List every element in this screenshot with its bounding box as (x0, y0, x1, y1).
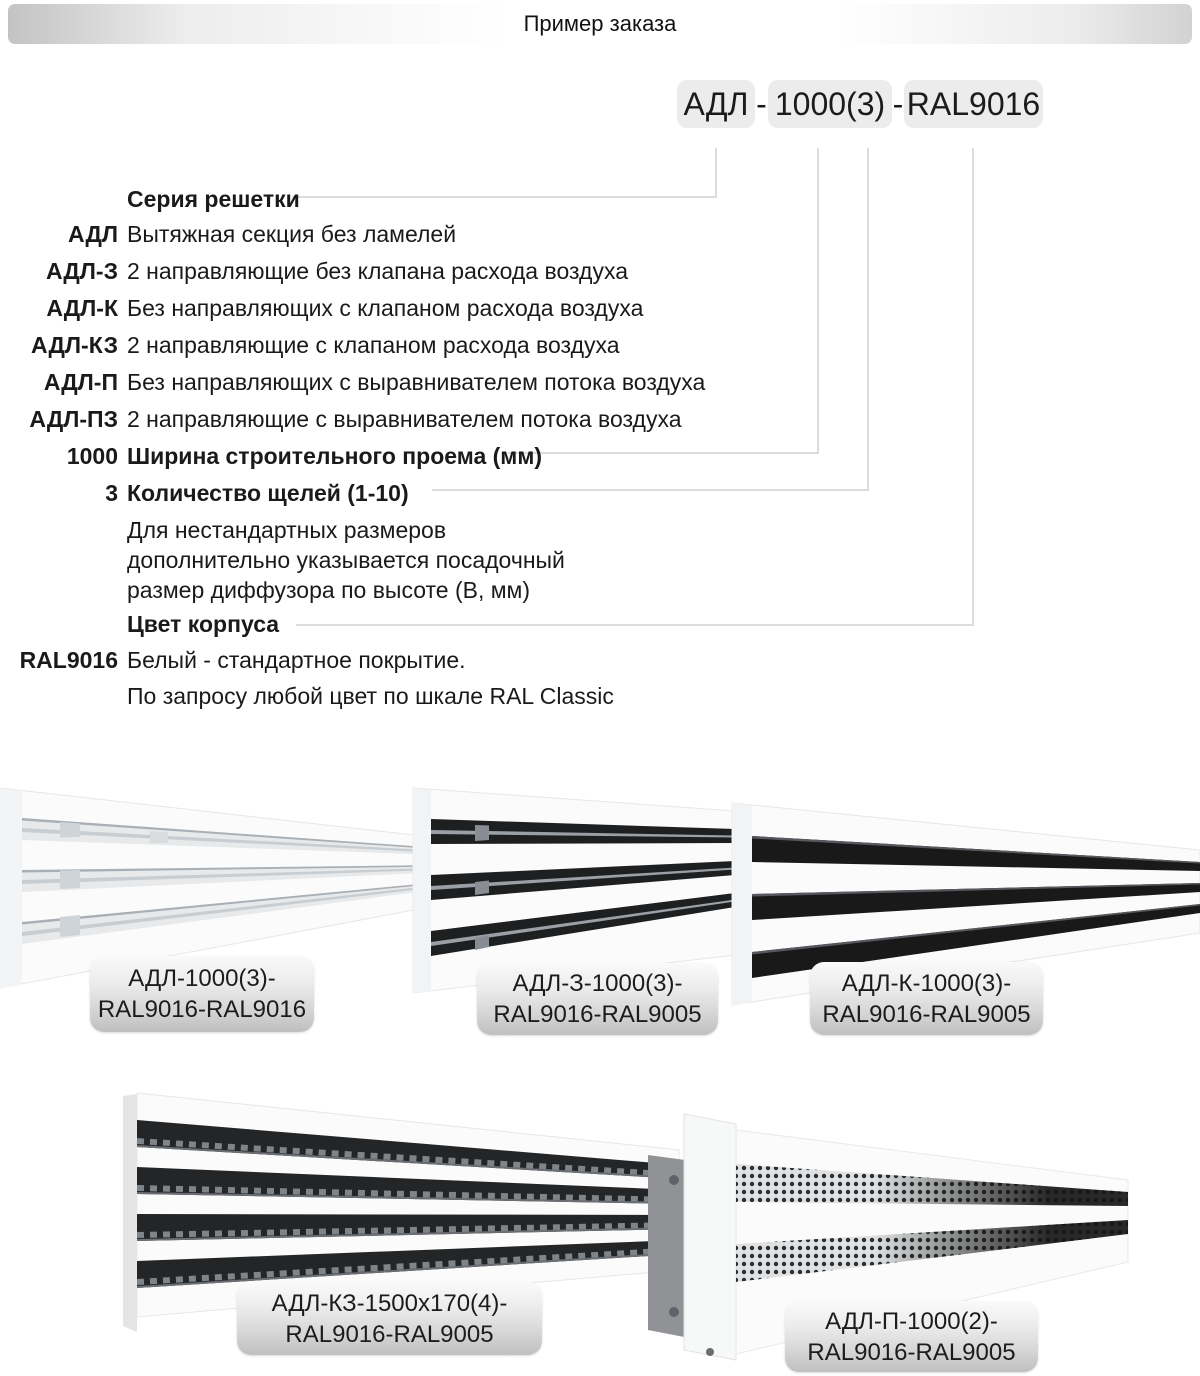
order-code-part-series (677, 80, 755, 128)
series-row-adl (0, 221, 1200, 247)
order-code-part-color (904, 80, 1043, 128)
product-label-line2: RAL9016-RAL9005 (807, 1338, 1016, 1366)
series-description: Без направляющих с выравнивателем потока воздуха (127, 369, 706, 395)
slots-code: 3 (105, 480, 118, 506)
series-row-adl-k (0, 295, 1200, 321)
color-row (0, 647, 1200, 673)
width-code: 1000 (66, 443, 118, 469)
color-description-1: Белый - стандартное покрытие. (127, 647, 466, 673)
product-label-line1: АДЛ-К-1000(3)- (841, 969, 1012, 997)
product-label-line1: АДЛ-П-1000(2)- (825, 1307, 998, 1335)
series-code: АДЛ-КЗ (31, 332, 118, 358)
product-label-adl-p (785, 1301, 1038, 1372)
note-line-2: дополнительно указывается посадочный (127, 547, 565, 573)
screw-icon (669, 1307, 679, 1317)
order-code-color-text: RAL9016 (906, 85, 1041, 122)
series-code: АДЛ-К (46, 295, 118, 321)
series-description: 2 направляющие с клапаном расхода воздуха (127, 332, 620, 358)
series-description: Вытяжная секция без ламелей (127, 221, 457, 247)
product-label-line1: АДЛ-КЗ-1500х170(4)- (271, 1289, 508, 1317)
series-row-adl-kz (0, 332, 1200, 358)
product-label-line2: RAL9016-RAL9016 (97, 996, 307, 1023)
connector-horizontal-color (296, 624, 974, 626)
note-line-1: Для нестандартных размеров (127, 517, 447, 543)
series-code: АДЛ-З (45, 258, 118, 284)
page-title: Пример заказа (523, 11, 677, 36)
series-description: 2 направляющие с выравнивателем потока воздуха (127, 406, 682, 432)
color-code: RAL9016 (19, 647, 118, 673)
product-label-adl-kz (237, 1282, 542, 1355)
series-description: Без направляющих с клапаном расхода воздуха (127, 295, 644, 321)
product-label-line2: RAL9016-RAL9005 (285, 1320, 494, 1348)
width-row (0, 443, 1200, 469)
color-heading: Цвет корпуса (127, 611, 280, 637)
width-description: Ширина строительного проема (мм) (127, 443, 542, 469)
order-code-part-size (768, 80, 892, 128)
slots-row (0, 480, 1200, 506)
product-label-line2: RAL9016-RAL9005 (493, 1001, 702, 1028)
slots-description: Количество щелей (1-10) (127, 480, 409, 506)
note-line-3: размер диффузора по высоте (В, мм) (127, 577, 531, 603)
series-row-adl-p (0, 369, 1200, 395)
product-label-line2: RAL9016-RAL9005 (822, 1000, 1031, 1028)
series-code: АДЛ-П (43, 369, 118, 395)
screw-icon (669, 1175, 679, 1185)
series-description: 2 направляющие без клапана расхода воздуха (127, 258, 628, 284)
order-code-separator-1: - (756, 85, 767, 122)
product-label-line1: АДЛ-З-1000(3)- (512, 970, 683, 997)
product-label-adl-z (477, 963, 718, 1035)
page-header (8, 4, 1192, 44)
order-code-series-text: АДЛ (683, 85, 749, 122)
connector-horizontal-series (292, 196, 717, 198)
color-description-2: По запросу любой цвет по шкале RAL Classic (127, 683, 614, 709)
product-label-adl-k (810, 962, 1043, 1035)
connector-vertical-series (715, 148, 717, 198)
series-row-adl-z (0, 258, 1200, 284)
product-label-line1: АДЛ-1000(3)- (128, 965, 276, 992)
screw-icon (706, 1348, 714, 1356)
series-heading: Серия решетки (127, 186, 300, 212)
product-label-adl (90, 956, 314, 1032)
order-code-separator-2: - (892, 85, 904, 122)
series-row-adl-pz (0, 406, 1200, 432)
series-code: АДЛ (68, 221, 118, 247)
order-code-size-text: 1000(3) (774, 85, 886, 122)
series-code: АДЛ-ПЗ (29, 406, 118, 432)
